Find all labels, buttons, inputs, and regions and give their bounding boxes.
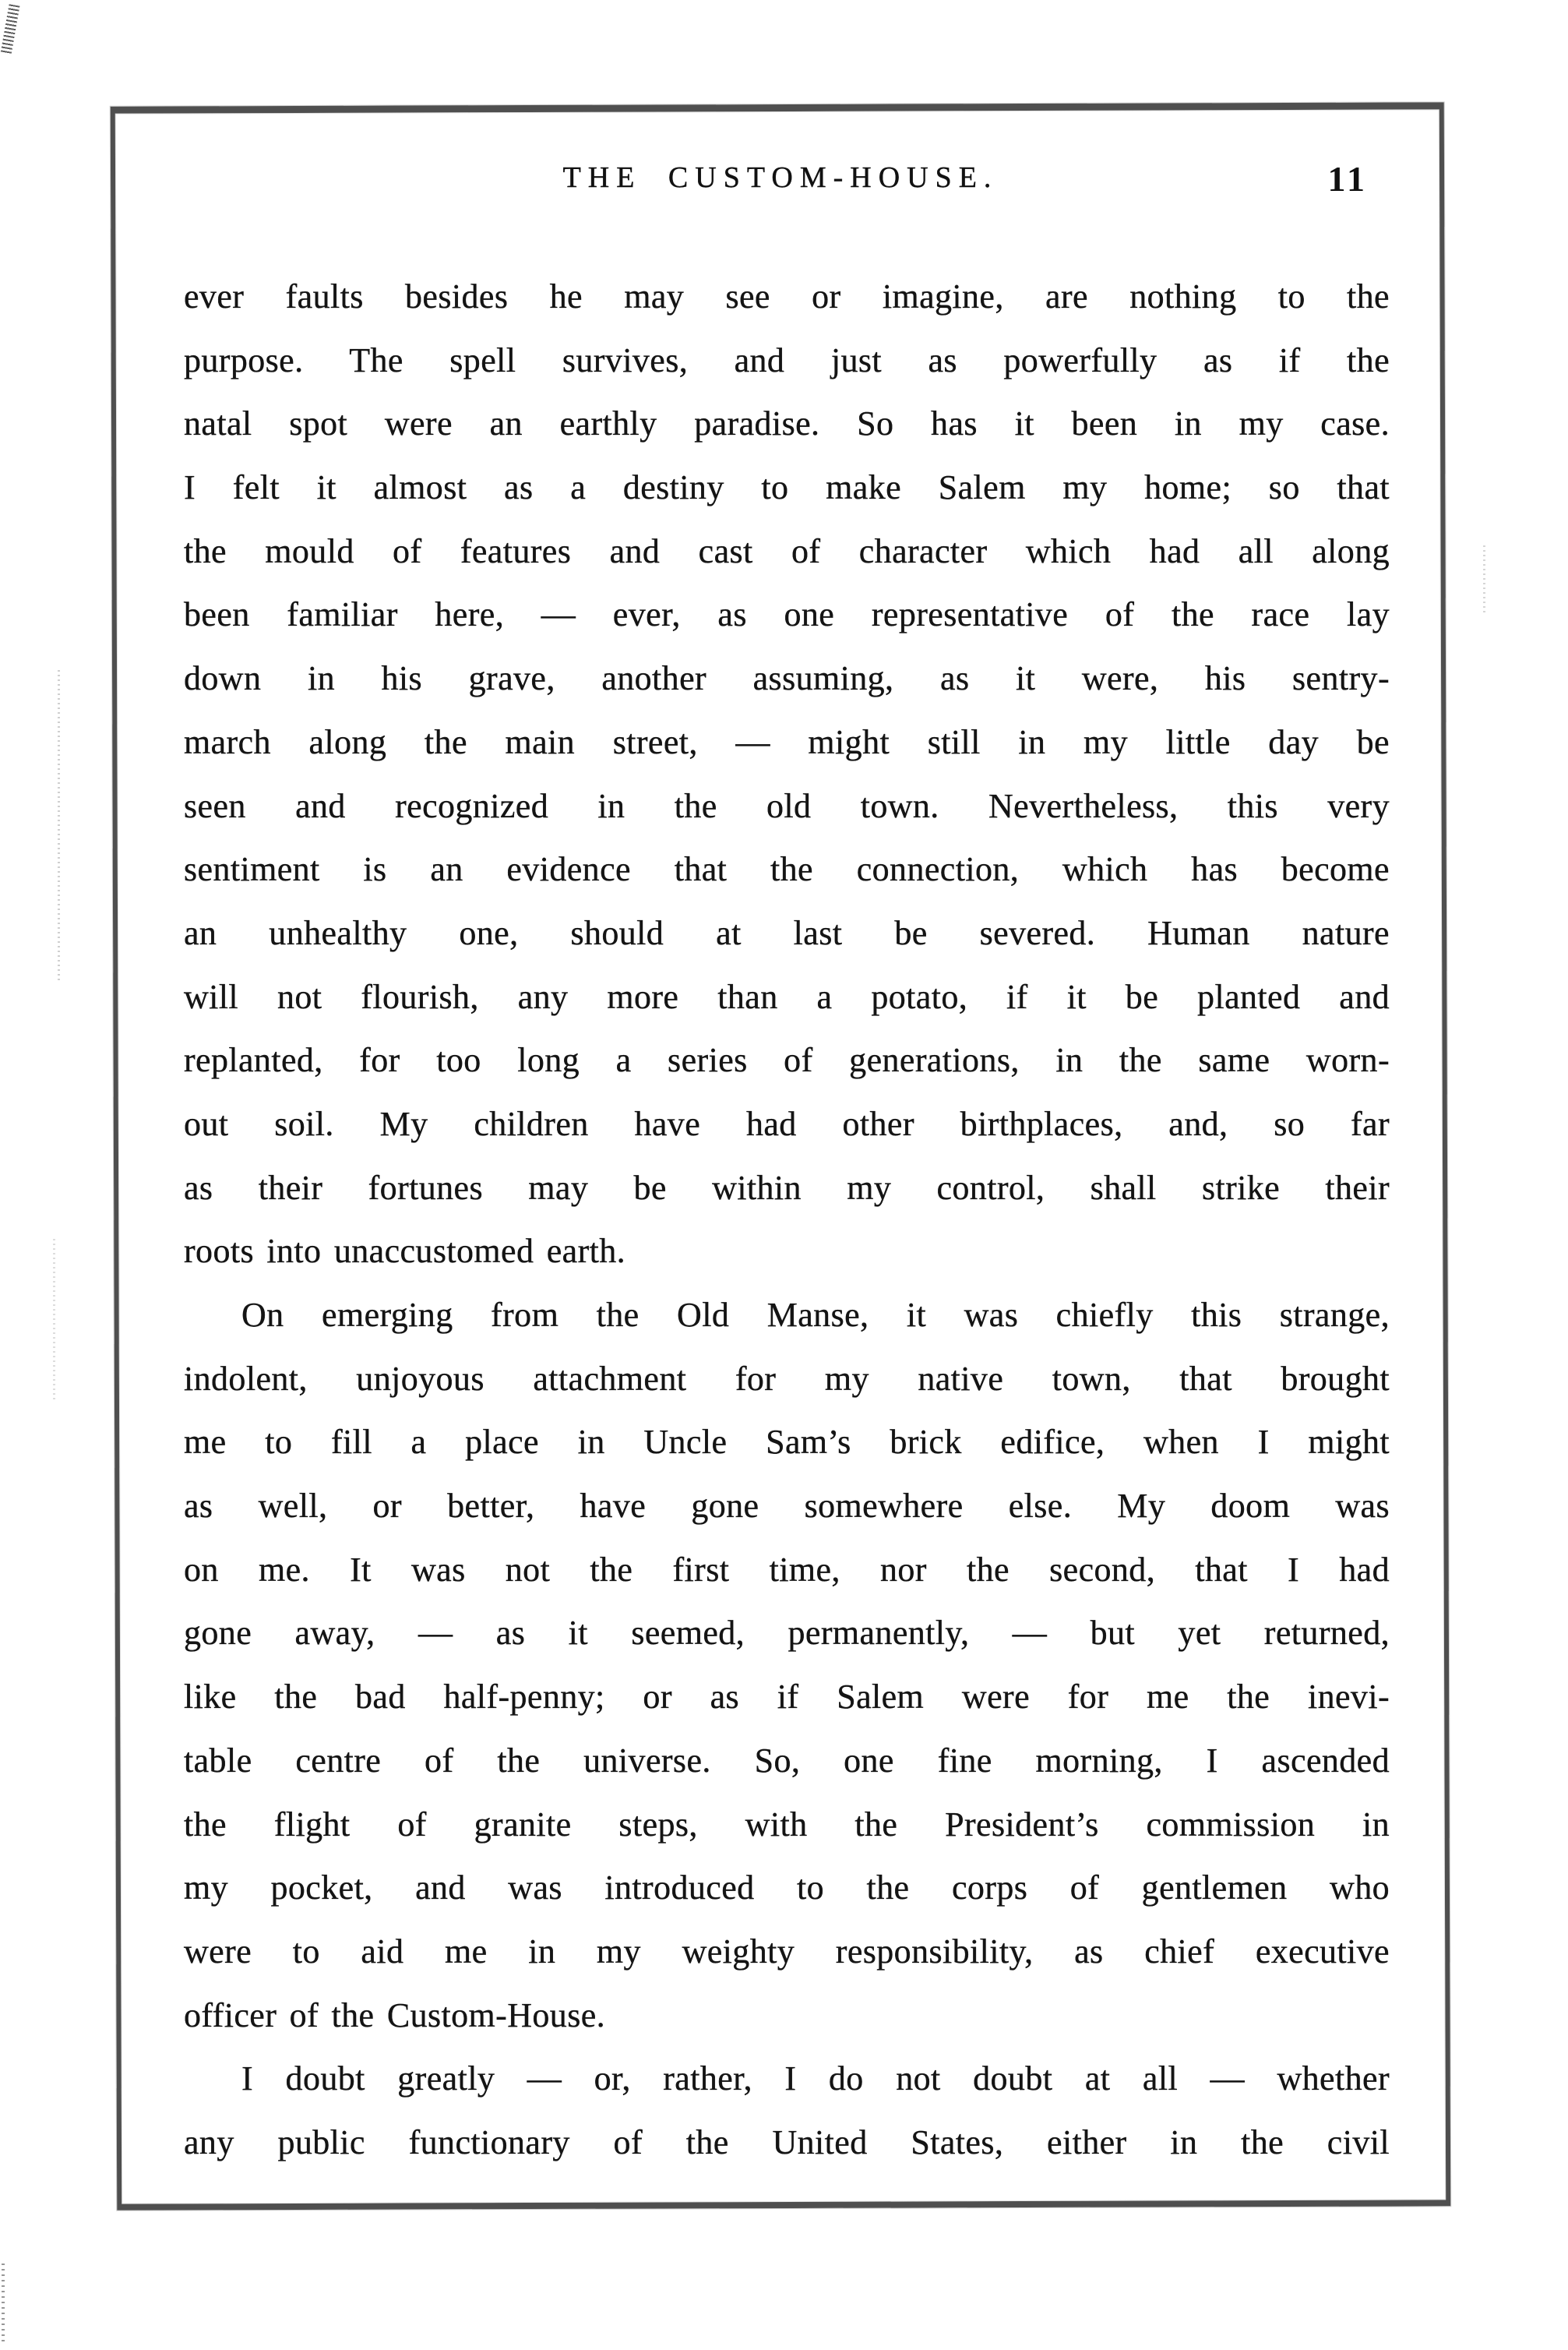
page-number: 11 [1327, 159, 1368, 199]
text-line: will not flourish, any more than a potato, if it be planted and [184, 977, 1390, 1016]
text-line: I doubt greatly — or, rather, I do not doubt at all — whether [241, 2059, 1390, 2098]
text-line: any public functionary of the United States, either in the civil [184, 2122, 1390, 2161]
text-line: as their fortunes may be within my control, shall strike their [184, 1168, 1390, 1207]
scan-artifact-bottom-left [2, 2264, 5, 2345]
text-line: seen and recognized in the old town. Nevertheless, this very [184, 786, 1390, 825]
text-line: me to fill a place in Uncle Sam’s brick edifice, when I might [184, 1423, 1390, 1462]
text-line: as well, or better, have gone somewhere else. My doom was [184, 1487, 1390, 1526]
text-line: out soil. My children have had other birthplaces, and, so far [184, 1104, 1390, 1143]
text-line: On emerging from the Old Manse, it was chiefly this strange, [241, 1296, 1390, 1334]
text-line: my pocket, and was introduced to the corps of gentlemen who [184, 1868, 1390, 1907]
chapter-title: THE CUSTOM-HOUSE. [562, 161, 999, 194]
text-line: the mould of features and cast of character which had all along [184, 531, 1390, 570]
text-line: been familiar here, — ever, as one representative of the race lay [184, 595, 1390, 634]
text-line: down in his grave, another assuming, as it were, his sentry- [184, 659, 1390, 698]
scan-artifact-top-left [1, 4, 20, 55]
text-line: an unhealthy one, should at last be severed. Human nature [184, 913, 1390, 952]
text-line: were to aid me in my weighty responsibility, as chief executive [184, 1932, 1390, 1971]
text-line: replanted, for too long a series of generations, in the same worn- [184, 1041, 1390, 1080]
text-line: purpose. The spell survives, and just as powerfully as if the [184, 341, 1390, 379]
text-line: on me. It was not the first time, nor the second, that I had [184, 1550, 1390, 1589]
text-line: table centre of the universe. So, one fine morning, I ascended [184, 1741, 1390, 1780]
text-line: march along the main street, — might still in my little day be [184, 722, 1390, 761]
text-line: indolent, unjoyous attachment for my native town, that brought [184, 1359, 1390, 1398]
text-line: gone away, — as it seemed, permanently, — but yet returned, [184, 1614, 1390, 1653]
text-line: officer of the Custom-House. [184, 1995, 606, 2034]
scan-artifact-left-margin [53, 1239, 55, 1403]
text-line: like the bad half-penny; or as if Salem were for me the inevi- [184, 1678, 1390, 1717]
scan-artifact-left-margin [58, 670, 60, 982]
text-line: roots into unaccustomed earth. [184, 1232, 626, 1271]
text-line: sentiment is an evidence that the connection, which has become [184, 850, 1390, 889]
text-line: I felt it almost as a destiny to make Salem my home; so that [184, 468, 1390, 507]
text-line: the flight of granite steps, with the President’s commission in [184, 1805, 1390, 1844]
text-line: ever faults besides he may see or imagine, are nothing to the [184, 277, 1390, 316]
scan-artifact-right-margin [1483, 545, 1485, 616]
running-header [118, 154, 1443, 204]
body-text [184, 265, 1390, 2175]
text-line: natal spot were an earthly paradise. So has it been in my case. [184, 404, 1390, 443]
